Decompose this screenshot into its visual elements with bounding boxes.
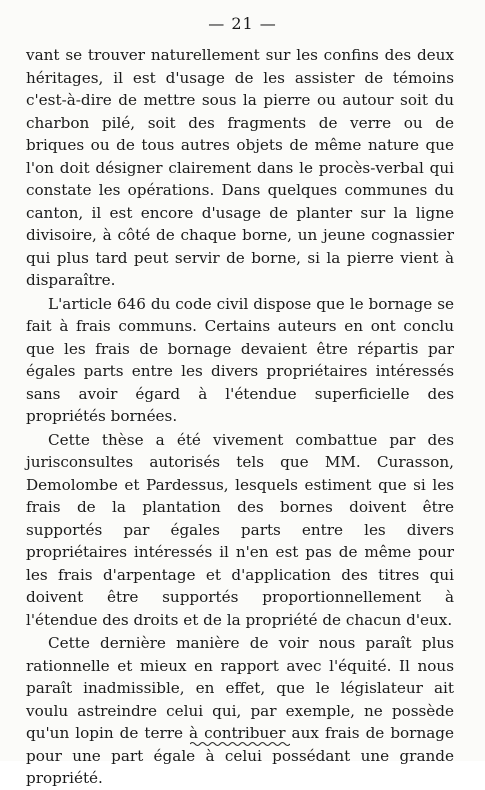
- paragraph-3: Cette thèse a été vivement combattue par des jurisconsultes autorisés tels que MM. Curasson, Demolombe et Pardessus, lesquels estiment que si les frais de la plantation des bornes doivent être supportés par égales parts entre les divers propriétaires intéressés il n'en est pas de même pour les frais d'arpentage et d'application des titres qui doivent être supportés proportionnellement à l'étendue des droits et de la propriété de chacun d'eux.: [26, 430, 454, 629]
- paragraph-4: Cette dernière manière de voir nous paraît plus rationnelle et mieux en rapport avec l'équité. Il nous paraît inadmissible, en effet, que le législateur ait voulu astreindre celui qui, par exemple, ne possède qu'un lopin de terre à contribuer aux frais de bornage pour une part égale à celui possédant une grande propriété.: [26, 634, 454, 787]
- paragraph-1: vant se trouver naturellement sur les confins des deux héritages, il est d'usage de les assister de témoins c'est-à-dire de mettre sous la pierre ou autour soit du charbon pilé, soit des fragments de verre ou de briques ou de tous autres objets de même nature que l'on doit désigner clairement dans le procès-verbal qui constate les opérations. Dans quelques communes du canton, il est encore d'usage de planter sur la ligne divisoire, à côté de chaque borne, un jeune cognassier qui plus tard peut servir de borne, si la pierre vient à disparaître.: [26, 46, 454, 289]
- decorative-wavy-rule: [190, 740, 290, 748]
- paragraph-2: L'article 646 du code civil dispose que le bornage se fait à frais communs. Certains auteurs en ont conclu que les frais de bornage devaient être répartis par égales parts entre les divers propriétaires intéressés sans avoir égard à l'étendue superficielle des propriétés bornées.: [26, 294, 454, 425]
- page-body-text: [26, 44, 454, 790]
- page-number: — 21 —: [208, 14, 277, 33]
